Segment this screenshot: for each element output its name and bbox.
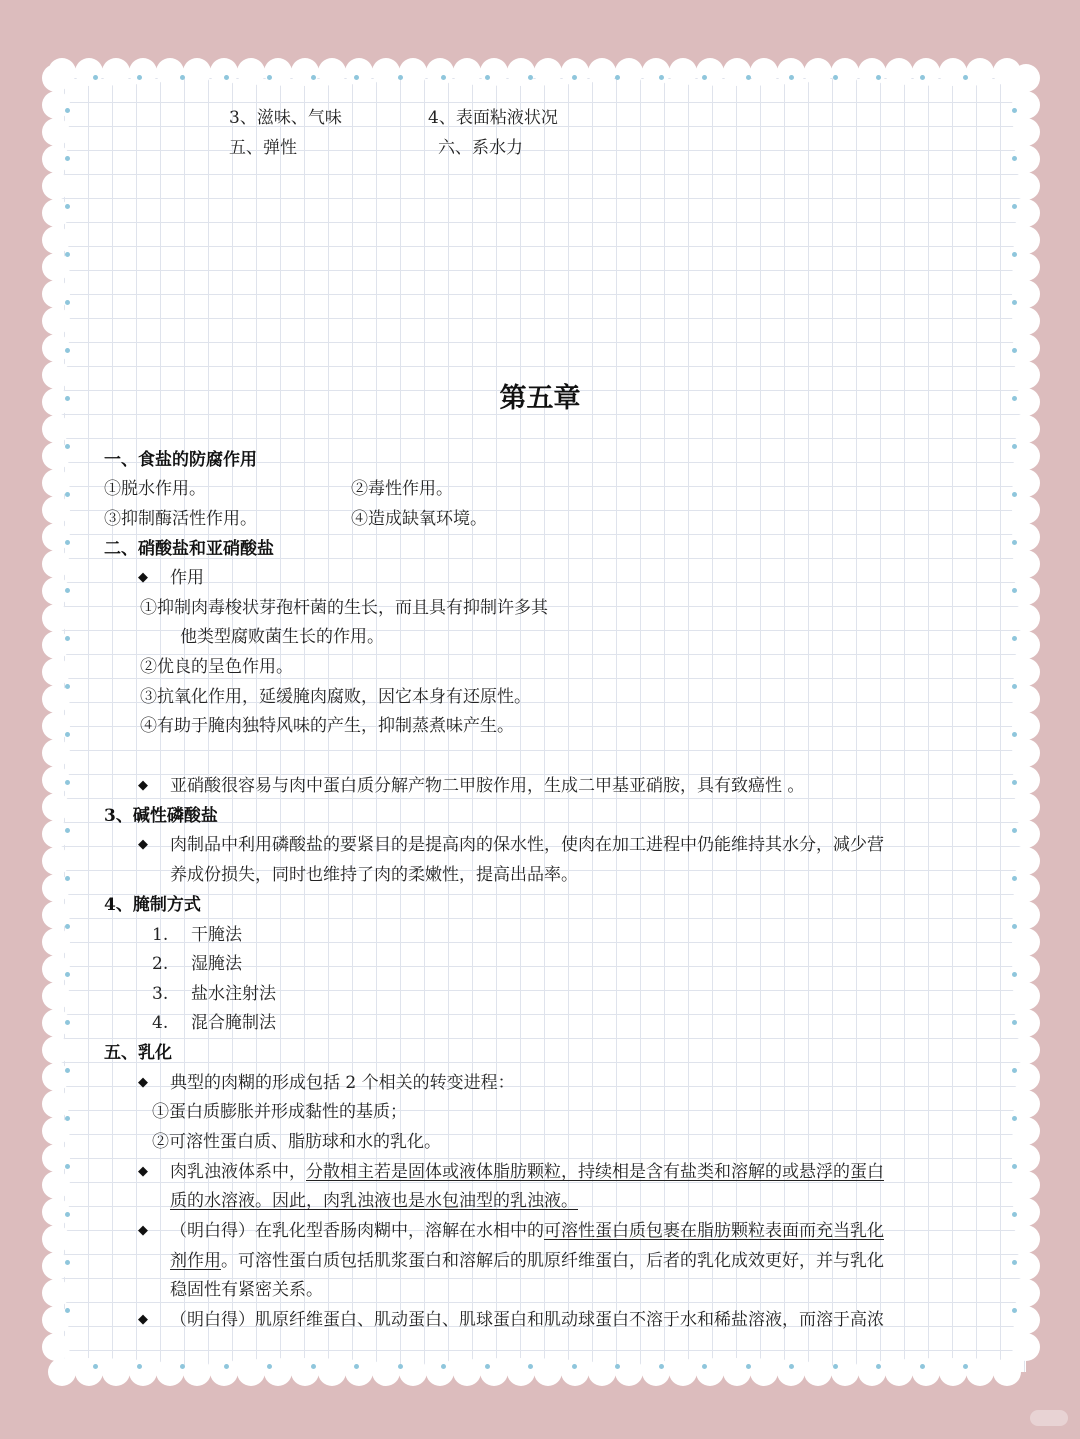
diamond-bullet-icon: ◆ bbox=[138, 837, 148, 852]
diamond-bullet-icon: ◆ bbox=[138, 1075, 148, 1090]
section-4-heading: 4、腌制方式 bbox=[104, 895, 201, 915]
top-item-5: 五、弹性 bbox=[229, 138, 297, 158]
section-3-heading: 3、碱性磷酸盐 bbox=[104, 806, 218, 826]
method-item: 干腌法 bbox=[191, 925, 242, 945]
sec2-point-1a: ①抑制肉毒梭状芽孢杆菌的生长，而且具有抑制许多其 bbox=[140, 598, 548, 618]
chapter-title: 第五章 bbox=[499, 383, 581, 414]
sec5-bullet-2-line-2: 质的水溶液。因此，肉乳浊液也是水包油型的乳浊液。 bbox=[170, 1191, 578, 1211]
sec5-bullet-2-intro: 肉乳浊液体系中， bbox=[170, 1162, 306, 1182]
sec2-point-1b: 他类型腐败菌生长的作用。 bbox=[180, 627, 384, 647]
sec1-item-1: ①脱水作用。 bbox=[104, 479, 206, 499]
sec1-item-4: ④造成缺氧环境。 bbox=[351, 509, 487, 529]
diamond-bullet-icon: ◆ bbox=[138, 1312, 148, 1327]
section-5-heading: 五、乳化 bbox=[104, 1043, 172, 1063]
sec3-line-2: 养成份损失，同时也维持了肉的柔嫩性，提高出品率。 bbox=[170, 865, 578, 885]
sec5-bullet-3-intro: （明白得）在乳化型香肠肉糊中，溶解在水相中的 bbox=[170, 1221, 544, 1241]
top-item-4: 4、表面粘液状况 bbox=[428, 108, 558, 128]
sec5-bullet-3-line-2 bbox=[170, 1251, 884, 1271]
method-number: 3. bbox=[152, 984, 169, 1004]
diamond-bullet-icon: ◆ bbox=[138, 778, 148, 793]
sec5-bullet-2-underlined: 分散相主若是固体或液体脂肪颗粒，持续相是含有盐类和溶解的或悬浮的蛋白 bbox=[306, 1162, 884, 1182]
sec5-bullet-3-line-3: 稳固性有紧密关系。 bbox=[170, 1280, 323, 1300]
method-number: 2. bbox=[152, 954, 169, 974]
sec5-bullet-1-item-1: ①蛋白质膨胀并形成黏性的基质； bbox=[152, 1102, 407, 1122]
method-number: 4. bbox=[152, 1013, 169, 1033]
sec2-point-2: ②优良的呈色作用。 bbox=[140, 657, 293, 677]
sec1-item-3: ③抑制酶活性作用。 bbox=[104, 509, 257, 529]
sec1-item-2: ②毒性作用。 bbox=[351, 479, 453, 499]
top-item-3: 3、滋味、气味 bbox=[229, 108, 342, 128]
sec5-bullet-1-item-2: ②可溶性蛋白质、脂肪球和水的乳化。 bbox=[152, 1132, 441, 1152]
top-item-6: 六、系水力 bbox=[438, 138, 523, 158]
sec2-point-4: ④有助于腌肉独特风味的产生，抑制蒸煮味产生。 bbox=[140, 716, 514, 736]
method-item: 盐水注射法 bbox=[191, 984, 276, 1004]
diamond-bullet-icon: ◆ bbox=[138, 1223, 148, 1238]
sec5-bullet-3-underlined: 可溶性蛋白质包裹在脂肪颗粒表面而充当乳化 bbox=[544, 1221, 884, 1241]
method-item: 混合腌制法 bbox=[191, 1013, 276, 1033]
sec5-bullet-2-line-1 bbox=[170, 1162, 884, 1182]
method-number: 1. bbox=[152, 925, 169, 945]
diamond-bullet-icon: ◆ bbox=[138, 570, 148, 585]
section-1-heading: 一、食盐的防腐作用 bbox=[104, 450, 257, 470]
sec5-bullet-1: 典型的肉糊的形成包括 2 个相关的转变进程： bbox=[170, 1073, 515, 1093]
diamond-bullet-icon: ◆ bbox=[138, 1164, 148, 1179]
sec5-bullet-4: （明白得）肌原纤维蛋白、肌动蛋白、肌球蛋白和肌动球蛋白不溶于水和稀盐溶液，而溶于高浓 bbox=[170, 1310, 884, 1330]
sec2-bullet-label: 作用 bbox=[170, 568, 204, 588]
sec3-line-1: 肉制品中利用磷酸盐的要紧目的是提高肉的保水性，使肉在加工进程中仍能维持其水分，减少营 bbox=[170, 835, 884, 855]
method-item: 湿腌法 bbox=[191, 954, 242, 974]
sec5-bullet-3-line-1 bbox=[170, 1221, 884, 1241]
sec2-note: 亚硝酸很容易与肉中蛋白质分解产物二甲胺作用，生成二甲基亚硝胺，具有致癌性 。 bbox=[170, 776, 805, 796]
sec5-bullet-3-underlined-end: 剂作用 bbox=[170, 1251, 221, 1271]
sec2-point-3: ③抗氧化作用，延缓腌肉腐败，因它本身有还原性。 bbox=[140, 687, 531, 707]
sec5-bullet-3-rest: 。可溶性蛋白质包括肌浆蛋白和溶解后的肌原纤维蛋白，后者的乳化成效更好，并与乳化 bbox=[221, 1251, 884, 1271]
watermark bbox=[1030, 1410, 1068, 1426]
section-2-heading: 二、硝酸盐和亚硝酸盐 bbox=[104, 539, 274, 559]
